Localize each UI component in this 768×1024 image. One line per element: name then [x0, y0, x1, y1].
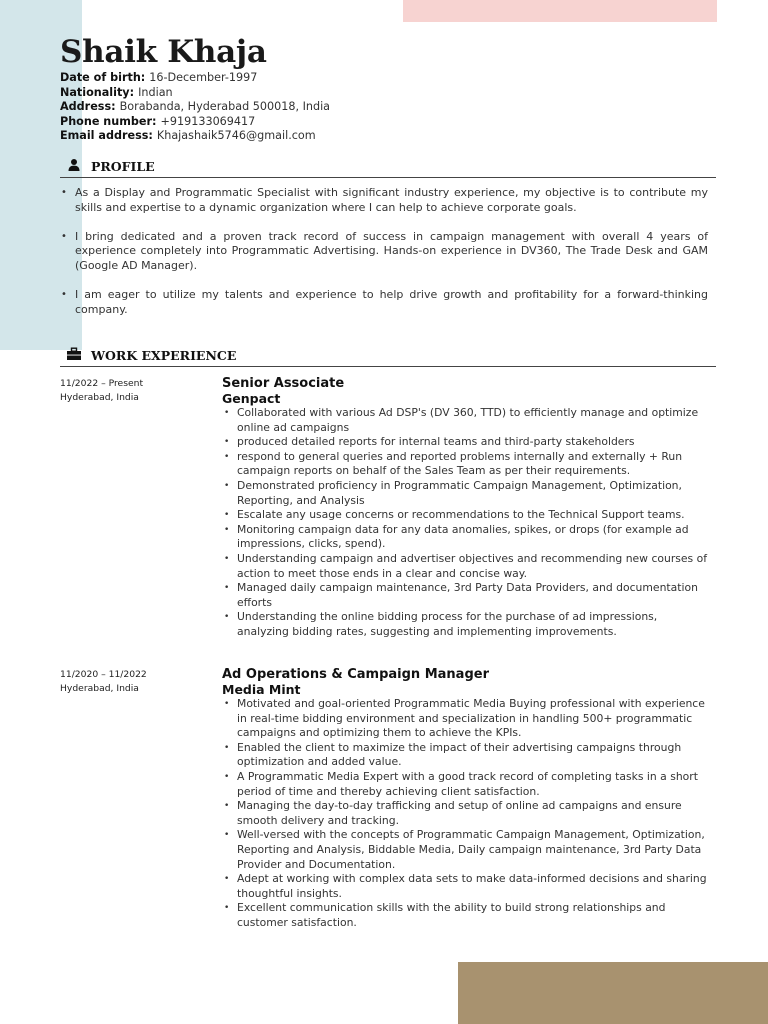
job-location: Hyderabad, India	[60, 683, 139, 694]
contact-label: Email address:	[60, 129, 153, 143]
contact-row-address	[60, 100, 330, 115]
list-item: • A Programmatic Media Expert with a good track record of completing tasks in a short period of time and thereby achieving client satisfaction.	[222, 770, 710, 799]
list-item: • Well-versed with the concepts of Programmatic Campaign Management, Optimization, Reporting and Analysis, Biddable Media, Daily campaign maintenance, 3rd Party Data Provider and Documentation.	[222, 828, 710, 872]
list-item: • Demonstrated proficiency in Programmatic Campaign Management, Optimization, Reporting, and Analysis	[222, 479, 710, 508]
list-item: • As a Display and Programmatic Specialist with significant industry experience, my objective is to contribute my skills and expertise to a dynamic organization where I can help to achieve corporate goals.	[60, 186, 708, 215]
job-company: Media Mint	[222, 682, 301, 697]
person-icon	[66, 158, 82, 172]
contact-value: Indian	[138, 85, 173, 99]
work-experience-section-header	[60, 346, 716, 367]
contact-row-email	[60, 129, 330, 144]
contact-label: Date of birth:	[60, 71, 146, 84]
section-title: PROFILE	[91, 159, 155, 174]
job-bullets	[222, 697, 710, 931]
list-item: • Enabled the client to maximize the impact of their advertising campaigns through optimization and added value.	[222, 741, 710, 770]
contact-details	[60, 71, 330, 144]
list-item: • I am eager to utilize my talents and experience to help drive growth and profitability for a forward-thinking company.	[60, 288, 708, 317]
list-item: • respond to general queries and reported problems internally and externally + Run campaign reports on behalf of the Sales Team as per their requirements.	[222, 450, 710, 479]
contact-value: +919133069417	[160, 114, 256, 128]
list-item: • Adept at working with complex data sets to make data-informed decisions and sharing thoughtful insights.	[222, 872, 710, 901]
decorative-tan-block	[458, 962, 768, 1024]
job-company: Genpact	[222, 391, 281, 406]
profile-section-header	[60, 157, 716, 178]
list-item: • Understanding campaign and advertiser objectives and recommending new courses of action to meet those ends in a clear and concise way.	[222, 552, 710, 581]
list-item: • Monitoring campaign data for any data anomalies, spikes, or drops (for example ad impressions, clicks, spend).	[222, 523, 710, 552]
list-item: • Understanding the online bidding process for the purchase of ad impressions, analyzing bidding rates, suggesting and implementing improvements.	[222, 610, 710, 639]
list-item: • Motivated and goal-oriented Programmatic Media Buying professional with experience in real-time bidding environment and specialization in handling 500+ programmatic campaigns and optimizing them to achieve the KPIs.	[222, 697, 710, 741]
list-item: • Managing the day-to-day trafficking and setup of online ad campaigns and ensure smooth delivery and tracking.	[222, 799, 710, 828]
briefcase-icon	[66, 347, 82, 361]
job-role: Senior Associate	[222, 376, 345, 391]
contact-row-dob	[60, 71, 330, 86]
list-item: • Excellent communication skills with the ability to build strong relationships and customer satisfaction.	[222, 901, 710, 930]
contact-label: Phone number:	[60, 114, 157, 128]
candidate-name: Shaik Khaja	[60, 34, 267, 70]
list-item: • I bring dedicated and a proven track record of success in campaign management with overall 4 years of experience completely into Programmatic Advertising. Hands-on experience in DV360, The Trade Desk and GAM (Google AD Manager).	[60, 230, 708, 274]
contact-label: Nationality:	[60, 85, 135, 99]
list-item: • Managed daily campaign maintenance, 3rd Party Data Providers, and documentation efforts	[222, 581, 710, 610]
decorative-pink-bar	[403, 0, 717, 22]
section-title: WORK EXPERIENCE	[91, 348, 237, 363]
contact-value: Borabanda, Hyderabad 500018, India	[119, 100, 331, 114]
email-link[interactable]: Khajashaik5746@gmail.com	[156, 129, 316, 143]
contact-value: 16-December-1997	[149, 71, 258, 84]
job-bullets	[222, 406, 710, 640]
contact-row-phone	[60, 115, 330, 130]
job-dates: 11/2020 – 11/2022	[60, 669, 147, 680]
list-item: • produced detailed reports for internal teams and third-party stakeholders	[222, 435, 710, 450]
contact-row-nationality	[60, 86, 330, 101]
job-location: Hyderabad, India	[60, 392, 139, 403]
job-dates: 11/2022 – Present	[60, 378, 144, 389]
job-role: Ad Operations & Campaign Manager	[222, 667, 489, 682]
list-item: • Escalate any usage concerns or recommendations to the Technical Support teams.	[222, 508, 710, 523]
contact-label: Address:	[60, 100, 116, 114]
profile-list	[60, 186, 708, 332]
list-item: • Collaborated with various Ad DSP's (DV 360, TTD) to efficiently manage and optimize online ad campaigns	[222, 406, 710, 435]
